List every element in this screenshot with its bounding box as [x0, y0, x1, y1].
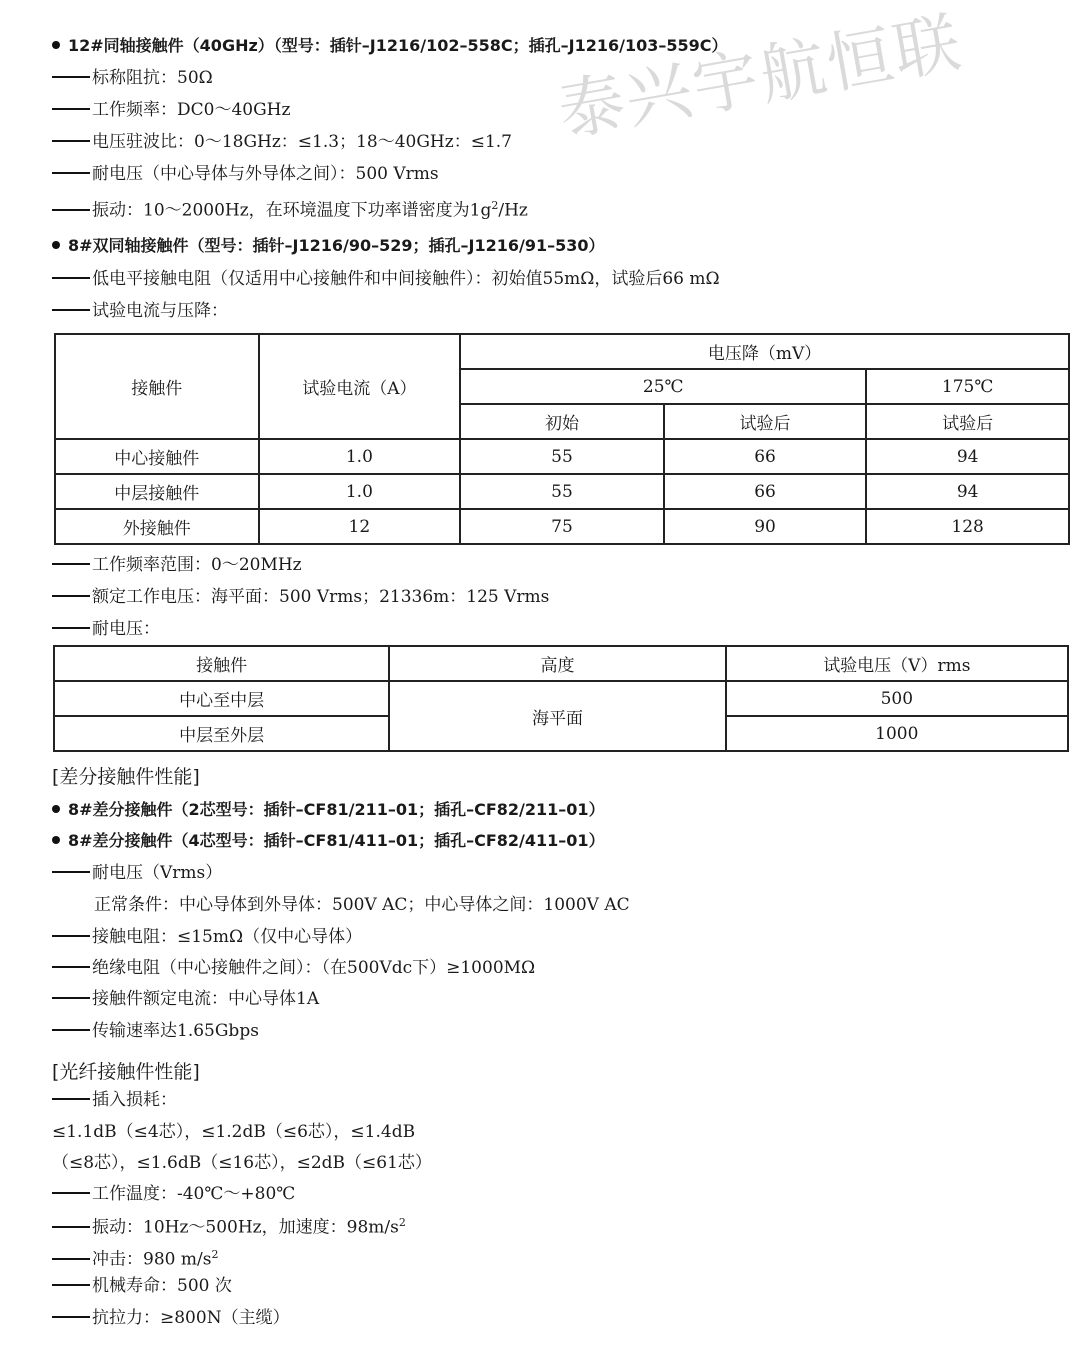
- dash-icon: [52, 1284, 90, 1286]
- header-current: 试验电流（A）: [259, 334, 461, 439]
- bullet-icon: [52, 805, 60, 813]
- header-initial: 初始: [460, 404, 664, 439]
- voltage-drop-table: [54, 333, 1070, 545]
- fiber-heading: [光纤接触件性能]: [52, 1061, 200, 1083]
- twinax8-test-label: 试验电流与压降：: [52, 301, 228, 321]
- fiber-insertion-label: 插入损耗：: [52, 1090, 177, 1110]
- dash-icon: [52, 108, 90, 110]
- rated-voltage: 额定工作电压：海平面：500 Vrms；21336m：125 Vrms: [52, 587, 549, 607]
- fiber-mechanical-life: 机械寿命：500 次: [52, 1276, 232, 1296]
- header-contact: 接触件: [55, 334, 259, 439]
- diff-normal-condition: 正常条件：中心导体到外导体：500V AC；中心导体之间：1000V AC: [94, 895, 630, 915]
- dash-icon: [52, 1029, 90, 1031]
- withstand-table: [53, 645, 1069, 752]
- header-after-175: 试验后: [866, 404, 1069, 439]
- dash-icon: [52, 1226, 90, 1228]
- freq-range: 工作频率范围：0～20MHz: [52, 555, 302, 575]
- diff-rated-current: 接触件额定电流：中心导体1A: [52, 989, 319, 1009]
- table-row: 外接触件 12 75 90 128: [55, 509, 1069, 544]
- dash-icon: [52, 935, 90, 937]
- table-row: 中心至中层 海平面 500: [54, 681, 1068, 716]
- coax12-vibration: 振动：10～2000Hz，在环境温度下功率谱密度为$1g^2/Hz$: [52, 196, 528, 221]
- coax12-title-text: 12#同轴接触件（40GHz）（型号：插针–J1216/102–558C；插孔–J1216/103–559C）: [68, 36, 728, 55]
- dash-icon: [52, 1098, 90, 1100]
- coax12-vswr: 电压驻波比：0～18GHz：≤1.3；18～40GHz：≤1.7: [52, 132, 512, 152]
- altitude-value: 海平面: [389, 681, 725, 751]
- dash-icon: [52, 277, 90, 279]
- bullet-icon: [52, 836, 60, 844]
- coax12-withstand: 耐电压（中心导体与外导体之间）：500 Vrms: [52, 164, 439, 184]
- twinax8-resistance: 低电平接触电阻（仅适用中心接触件和中间接触件）：初始值55mΩ，试验后66 mΩ: [52, 269, 720, 289]
- dash-icon: [52, 595, 90, 597]
- dash-icon: [52, 871, 90, 873]
- dash-icon: [52, 309, 90, 311]
- bullet-icon: [52, 241, 60, 249]
- coax12-frequency: 工作频率：DC0～40GHz: [52, 100, 290, 120]
- header-25c: 25℃: [460, 369, 866, 404]
- header-contact: 接触件: [54, 646, 389, 681]
- header-175c: 175℃: [866, 369, 1069, 404]
- dash-icon: [52, 1258, 90, 1260]
- coax12-title: [52, 36, 728, 56]
- diff-withstand: 耐电压（Vrms）: [52, 863, 222, 883]
- fiber-loss-line-1: ≤1.1dB（≤4芯），≤1.2dB（≤6芯），≤1.4dB: [52, 1122, 416, 1142]
- watermark: 泰兴宇航恒联: [552, 3, 968, 151]
- dash-icon: [52, 966, 90, 968]
- withstand-label: 耐电压：: [52, 619, 160, 639]
- header-voltage-drop: 电压降（mV）: [460, 334, 1069, 369]
- diff-contact-resistance: 接触电阻：≤15mΩ（仅中心导体）: [52, 927, 362, 947]
- diff-data-rate: 传输速率达1.65Gbps: [52, 1021, 259, 1041]
- fiber-shock: 冲击：980 $m/s^2$: [52, 1245, 218, 1270]
- dash-icon: [52, 209, 90, 211]
- coax12-impedance: 标称阻抗：50Ω: [52, 68, 213, 88]
- header-after: 试验后: [664, 404, 867, 439]
- dash-icon: [52, 627, 90, 629]
- dash-icon: [52, 172, 90, 174]
- diff-bullet-2core: 8#差分接触件（2芯型号：插针–CF81/211–01；插孔–CF82/211–01）: [52, 800, 605, 820]
- dash-icon: [52, 1192, 90, 1194]
- twinax8-title: 8#双同轴接触件（型号：插针–J1216/90–529；插孔–J1216/91–530）: [52, 236, 605, 256]
- dash-icon: [52, 140, 90, 142]
- dash-icon: [52, 1316, 90, 1318]
- table-row: 中层至外层 1000: [54, 716, 1068, 751]
- diff-heading: [差分接触件性能]: [52, 766, 200, 788]
- fiber-loss-line-2: （≤8芯），≤1.6dB（≤16芯），≤2dB（≤61芯）: [52, 1153, 432, 1173]
- bullet-icon: [52, 41, 60, 49]
- fiber-tensile: 抗拉力：≥800N（主缆）: [52, 1308, 290, 1328]
- header-altitude: 高度: [389, 646, 725, 681]
- table-row: 中层接触件 1.0 55 66 94: [55, 474, 1069, 509]
- header-test-voltage: 试验电压（V）rms: [726, 646, 1068, 681]
- fiber-vibration: 振动：10Hz～500Hz，加速度：$98m/s^2$: [52, 1213, 406, 1238]
- diff-insulation: 绝缘电阻（中心接触件之间）：（在500Vdc下）≥1000MΩ: [52, 958, 535, 978]
- table-row: 中心接触件 1.0 55 66 94: [55, 439, 1069, 474]
- dash-icon: [52, 76, 90, 78]
- diff-bullet-4core: 8#差分接触件（4芯型号：插针–CF81/411–01；插孔–CF82/411–01）: [52, 831, 605, 851]
- dash-icon: [52, 997, 90, 999]
- fiber-temperature: 工作温度：-40℃～+80℃: [52, 1184, 295, 1204]
- dash-icon: [52, 563, 90, 565]
